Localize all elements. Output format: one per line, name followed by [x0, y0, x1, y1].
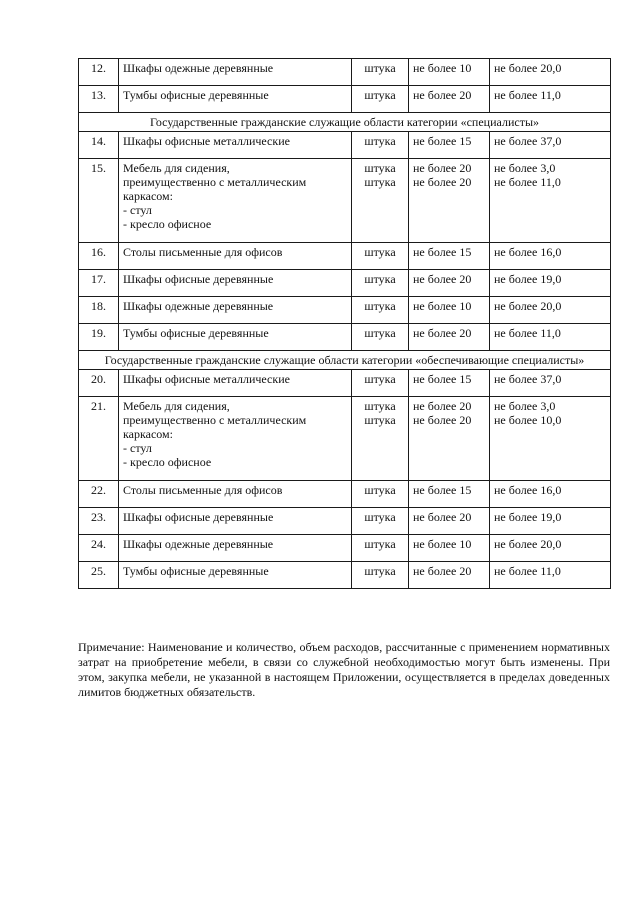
price-limit: не более 11,0 [494, 326, 561, 340]
quantity: не более 20 [413, 510, 472, 524]
row-number-cell: 20. [79, 370, 119, 397]
price-limit: не более 11,0 [494, 564, 561, 578]
item-name: преимущественно с металлическим [123, 175, 307, 189]
price-limit-cell [490, 243, 611, 270]
quantity: не более 20 [413, 272, 472, 286]
item-name-cell [119, 370, 352, 397]
quantity-cell [409, 562, 490, 589]
price-limit-cell [490, 270, 611, 297]
quantity: не более 10 [413, 537, 472, 551]
row-number-cell: 23. [79, 508, 119, 535]
price-limit-cell [490, 132, 611, 159]
price-limit: не более 20,0 [494, 537, 562, 551]
unit-of-measure: штука [364, 537, 396, 551]
price-limit: не более 11,0 [494, 175, 561, 189]
item-name: Шкафы офисные деревянные [123, 510, 274, 524]
quantity-cell [409, 270, 490, 297]
quantity-cell [409, 132, 490, 159]
quantity-cell [409, 159, 490, 243]
item-name: Столы письменные для офисов [123, 483, 283, 497]
unit-of-measure-cell [352, 397, 409, 481]
table-row [79, 243, 611, 270]
item-name: Шкафы офисные деревянные [123, 272, 274, 286]
price-limit: не более 19,0 [494, 272, 562, 286]
item-name: Тумбы офисные деревянные [123, 564, 269, 578]
row-number-cell: 22. [79, 481, 119, 508]
row-number-cell: 19. [79, 324, 119, 351]
unit-of-measure-cell [352, 132, 409, 159]
quantity: не более 15 [413, 134, 472, 148]
unit-of-measure-cell [352, 324, 409, 351]
table-group-b [79, 132, 611, 351]
row-number-cell: 12. [79, 59, 119, 86]
item-name: Столы письменные для офисов [123, 245, 283, 259]
section-header-specialists [79, 113, 611, 132]
unit-of-measure: штука [364, 413, 396, 427]
furniture-table [78, 58, 611, 589]
quantity-cell [409, 508, 490, 535]
unit-of-measure: штука [364, 175, 396, 189]
table-row [79, 535, 611, 562]
quantity: не более 20 [413, 161, 472, 175]
item-name-cell [119, 535, 352, 562]
item-name-cell [119, 481, 352, 508]
item-name: Мебель для сидения, [123, 161, 230, 175]
item-name: Тумбы офисные деревянные [123, 88, 269, 102]
price-limit-cell [490, 562, 611, 589]
section-header-support [79, 351, 611, 370]
unit-of-measure: штука [364, 245, 396, 259]
unit-of-measure: штука [364, 88, 396, 102]
quantity-cell [409, 535, 490, 562]
item-name-cell [119, 324, 352, 351]
unit-of-measure-cell [352, 243, 409, 270]
item-name: - стул [123, 203, 152, 217]
section-specialists-label: Государственные гражданские служащие области категории «специалисты» [79, 113, 611, 132]
item-name: каркасом: [123, 427, 173, 441]
quantity: не более 15 [413, 483, 472, 497]
unit-of-measure-cell [352, 508, 409, 535]
quantity: не более 20 [413, 399, 472, 413]
note-paragraph: Примечание: Наименование и количество, объем расходов, рассчитанные с применением нормативных затрат на приобретение мебели, в связи со служебной необходимостью могут быть изменены. При этом, закупка мебели, не указанной в настоящем Приложении, осуществляется в пределах доведенных лимитов бюджетных обязательств. [78, 640, 610, 699]
price-limit-cell [490, 159, 611, 243]
quantity-cell [409, 370, 490, 397]
item-name-cell [119, 297, 352, 324]
price-limit-cell [490, 86, 611, 113]
table-group-a [79, 59, 611, 113]
unit-of-measure-cell [352, 59, 409, 86]
item-name-cell [119, 86, 352, 113]
unit-of-measure: штука [364, 510, 396, 524]
price-limit: не более 37,0 [494, 134, 562, 148]
unit-of-measure: штука [364, 134, 396, 148]
price-limit: не более 16,0 [494, 483, 562, 497]
price-limit-cell [490, 59, 611, 86]
quantity-cell [409, 297, 490, 324]
unit-of-measure-cell [352, 86, 409, 113]
quantity-cell [409, 324, 490, 351]
unit-of-measure-cell [352, 562, 409, 589]
unit-of-measure-cell [352, 297, 409, 324]
item-name-cell [119, 132, 352, 159]
row-number-cell: 17. [79, 270, 119, 297]
price-limit: не более 16,0 [494, 245, 562, 259]
item-name: каркасом: [123, 189, 173, 203]
quantity-cell [409, 397, 490, 481]
quantity: не более 15 [413, 245, 472, 259]
price-limit: не более 3,0 [494, 161, 556, 175]
table-row [79, 324, 611, 351]
unit-of-measure: штука [364, 372, 396, 386]
quantity-cell [409, 481, 490, 508]
table-row [79, 508, 611, 535]
table-row [79, 59, 611, 86]
row-number-cell: 13. [79, 86, 119, 113]
price-limit: не более 19,0 [494, 510, 562, 524]
unit-of-measure: штука [364, 299, 396, 313]
unit-of-measure: штука [364, 161, 396, 175]
item-name-cell [119, 270, 352, 297]
item-name: Шкафы одежные деревянные [123, 299, 274, 313]
item-name: - кресло офисное [123, 455, 212, 469]
price-limit: не более 10,0 [494, 413, 562, 427]
item-name-cell [119, 159, 352, 243]
unit-of-measure-cell [352, 159, 409, 243]
item-name: Тумбы офисные деревянные [123, 326, 269, 340]
quantity-cell [409, 59, 490, 86]
item-name: преимущественно с металлическим [123, 413, 307, 427]
table-row [79, 159, 611, 243]
quantity: не более 10 [413, 299, 472, 313]
table-row [79, 132, 611, 159]
item-name-cell [119, 243, 352, 270]
unit-of-measure: штука [364, 483, 396, 497]
row-number-cell: 14. [79, 132, 119, 159]
row-number-cell: 25. [79, 562, 119, 589]
row-number-cell: 21. [79, 397, 119, 481]
quantity: не более 15 [413, 372, 472, 386]
quantity-cell [409, 243, 490, 270]
unit-of-measure: штука [364, 564, 396, 578]
row-number-cell: 24. [79, 535, 119, 562]
item-name-cell [119, 397, 352, 481]
row-number-cell: 15. [79, 159, 119, 243]
item-name: Шкафы офисные металлические [123, 134, 290, 148]
item-name: Мебель для сидения, [123, 399, 230, 413]
quantity: не более 20 [413, 175, 472, 189]
quantity-cell [409, 86, 490, 113]
row-number-cell: 16. [79, 243, 119, 270]
item-name: - стул [123, 441, 152, 455]
unit-of-measure-cell [352, 535, 409, 562]
price-limit-cell [490, 535, 611, 562]
price-limit-cell [490, 370, 611, 397]
price-limit-cell [490, 508, 611, 535]
quantity: не более 20 [413, 88, 472, 102]
price-limit: не более 37,0 [494, 372, 562, 386]
price-limit: не более 20,0 [494, 61, 562, 75]
quantity: не более 10 [413, 61, 472, 75]
table-row [79, 270, 611, 297]
price-limit-cell [490, 481, 611, 508]
quantity: не более 20 [413, 413, 472, 427]
item-name: Шкафы одежные деревянные [123, 61, 274, 75]
quantity: не более 20 [413, 564, 472, 578]
table-row [79, 481, 611, 508]
price-limit-cell [490, 397, 611, 481]
price-limit-cell [490, 297, 611, 324]
unit-of-measure: штука [364, 399, 396, 413]
row-number-cell: 18. [79, 297, 119, 324]
price-limit: не более 11,0 [494, 88, 561, 102]
price-limit: не более 20,0 [494, 299, 562, 313]
price-limit-cell [490, 324, 611, 351]
unit-of-measure-cell [352, 370, 409, 397]
price-limit: не более 3,0 [494, 399, 556, 413]
unit-of-measure-cell [352, 270, 409, 297]
section-support-label: Государственные гражданские служащие области категории «обеспечивающие специалисты» [79, 351, 611, 370]
table-row [79, 86, 611, 113]
table-row [79, 370, 611, 397]
item-name: Шкафы одежные деревянные [123, 537, 274, 551]
item-name-cell [119, 59, 352, 86]
unit-of-measure-cell [352, 481, 409, 508]
item-name: Шкафы офисные металлические [123, 372, 290, 386]
table-row [79, 562, 611, 589]
table-row [79, 397, 611, 481]
unit-of-measure: штука [364, 272, 396, 286]
item-name-cell [119, 508, 352, 535]
table-row [79, 297, 611, 324]
unit-of-measure: штука [364, 61, 396, 75]
quantity: не более 20 [413, 326, 472, 340]
table-group-c [79, 370, 611, 589]
item-name-cell [119, 562, 352, 589]
item-name: - кресло офисное [123, 217, 212, 231]
unit-of-measure: штука [364, 326, 396, 340]
